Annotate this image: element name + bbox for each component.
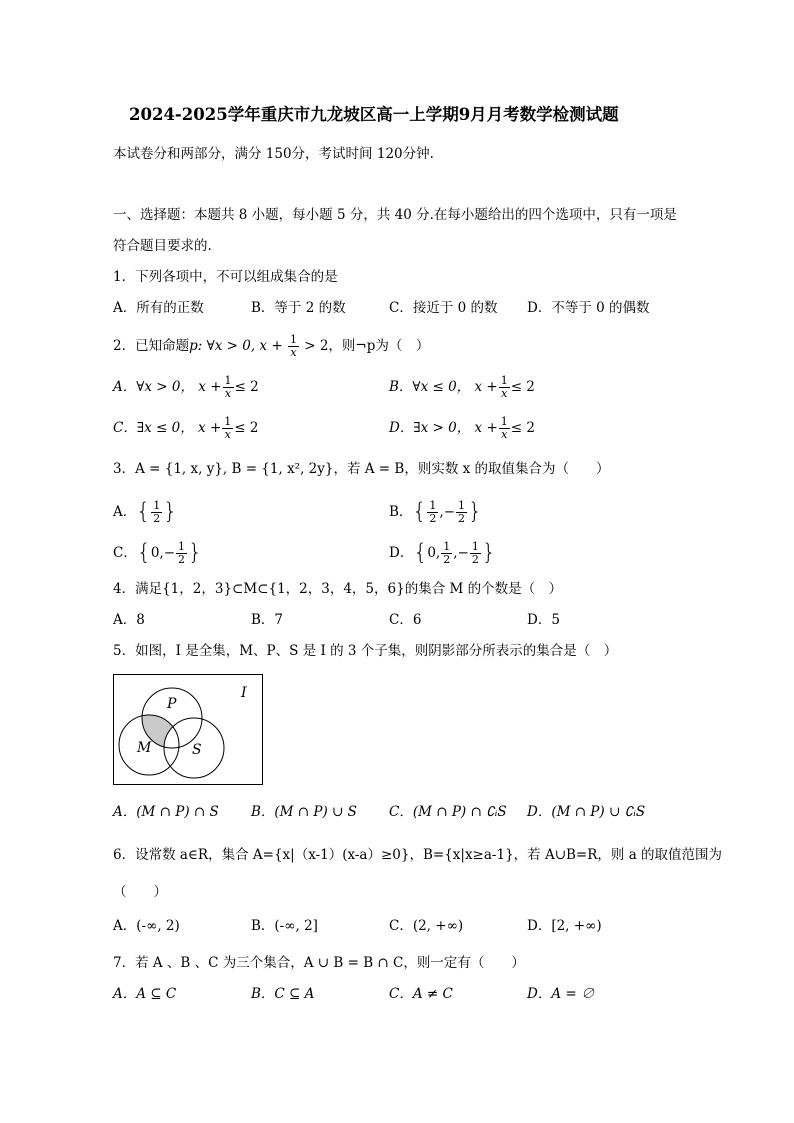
- q4-option-d[interactable]: D．5: [527, 612, 560, 628]
- q3-option-d[interactable]: D．{0, $\frac{1}{2}$ ,− $\frac{1}{2}$ }: [389, 540, 496, 566]
- q1-option-a[interactable]: A．所有的正数: [113, 300, 204, 316]
- q7-stem: 7．若 A 、B 、C 为三个集合，A ∪ B = B ∩ C，则一定有（ ）: [113, 955, 525, 971]
- exam-intro: 本试卷分和两部分，满分 150分，考试时间 120分钟.: [113, 146, 434, 162]
- venn-label-m: M: [137, 740, 152, 756]
- q7-option-c[interactable]: C．A ≠ C: [389, 986, 453, 1002]
- page-title: 2024-2025学年重庆市九龙坡区高一上学期9月月考数学检测试题: [129, 105, 619, 124]
- venn-label-s: S: [192, 742, 202, 758]
- q4-option-c[interactable]: C．6: [389, 612, 422, 628]
- q2-option-a[interactable]: A．∀x > 0， x + $\frac{1}{x}$ ≤ 2: [113, 374, 259, 400]
- venn-label-i: I: [241, 685, 247, 701]
- q4-stem: 4．满足{1，2，3}⊂M⊂{1，2，3，4，5，6}的集合 M 的个数是（ ）: [113, 581, 563, 597]
- q2-option-c[interactable]: C．∃x ≤ 0， x + $\frac{1}{x}$ ≤ 2: [113, 415, 259, 441]
- q2-option-b[interactable]: B．∀x ≤ 0， x + $\frac{1}{x}$ ≤ 2: [389, 374, 535, 400]
- q1-option-c[interactable]: C．接近于 0 的数: [389, 300, 498, 316]
- section-heading-line1: 一、选择题：本题共 8 小题，每小题 5 分，共 40 分.在每小题给出的四个选项中，只有一项是: [113, 207, 677, 223]
- q6-stem: 6．设常数 a∈R，集合 A={x|（x-1）(x-a）≥0}，B={x|x≥a-1}，若 A∪B=R，则 a 的取值范围为: [113, 847, 723, 863]
- q5-option-a[interactable]: A．(M ∩ P) ∩ S: [113, 804, 219, 820]
- q6-option-b[interactable]: B．(-∞, 2]: [251, 918, 318, 934]
- q3-option-b[interactable]: B．{ $\frac{1}{2}$ ,− $\frac{1}{2}$ }: [389, 499, 483, 525]
- q2-option-d[interactable]: D．∃x > 0， x + $\frac{1}{x}$ ≤ 2: [389, 415, 535, 441]
- q3-option-c[interactable]: C．{0,− $\frac{1}{2}$ }: [113, 540, 203, 566]
- q3-option-a[interactable]: A．{ $\frac{1}{2}$ }: [113, 499, 178, 525]
- venn-label-p: P: [167, 696, 177, 712]
- q2-stem: 2．已知命题p: ∀x > 0, x + $\frac{1}{x}$ > 2，则¬p为（ ）: [113, 333, 430, 359]
- q6-answer-paren: （ ）: [113, 884, 167, 900]
- q5-option-b[interactable]: B．(M ∩ P) ∪ S: [251, 804, 357, 820]
- section-heading-line2: 符合题目要求的.: [113, 238, 212, 254]
- q7-option-b[interactable]: B．C ⊆ A: [251, 986, 315, 1002]
- q1-stem: 1．下列各项中，不可以组成集合的是: [113, 269, 338, 285]
- q5-option-d[interactable]: D．(M ∩ P) ∪ ∁ᵢS: [527, 804, 646, 820]
- q1-option-b[interactable]: B．等于 2 的数: [251, 300, 346, 316]
- q5-option-c[interactable]: C．(M ∩ P) ∩ ∁ᵢS: [389, 804, 507, 820]
- q6-option-c[interactable]: C．(2, +∞): [389, 918, 464, 934]
- fraction-1-over-x: $\frac{1}{x}$: [289, 333, 297, 359]
- q3-stem: 3．A = {1, x, y}, B = {1, x², 2y}，若 A = B，则实数 x 的取值集合为（ ）: [113, 461, 610, 477]
- q4-option-a[interactable]: A．8: [113, 612, 145, 628]
- q7-option-a[interactable]: A．A ⊆ C: [113, 986, 177, 1002]
- q1-option-d[interactable]: D．不等于 0 的偶数: [527, 300, 650, 316]
- venn-diagram: [113, 674, 263, 785]
- q7-option-d[interactable]: D．A = ∅: [527, 986, 595, 1002]
- q6-option-d[interactable]: D．[2, +∞): [527, 918, 602, 934]
- q6-option-a[interactable]: A．(-∞, 2): [113, 918, 180, 934]
- q5-stem: 5．如图，I 是全集，M、P、S 是 I 的 3 个子集，则阴影部分所表示的集合是（ ）: [113, 643, 618, 659]
- q4-option-b[interactable]: B．7: [251, 612, 284, 628]
